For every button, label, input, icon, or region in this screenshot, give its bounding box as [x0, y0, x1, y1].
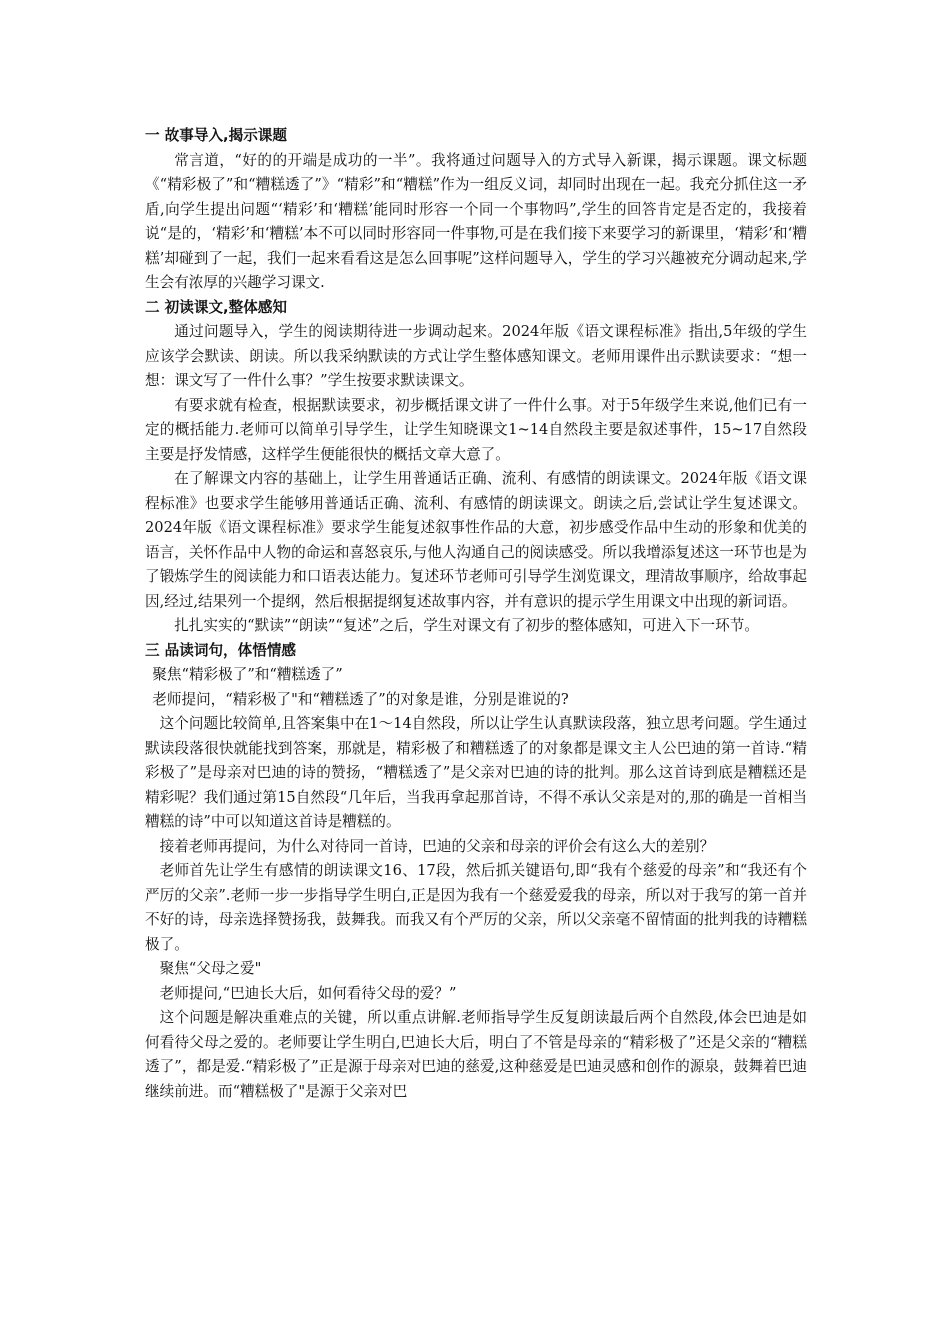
- paragraph: 通过问题导入，学生的阅读期待进一步调动起来。2024年版《语文课程标准》指出,5年级的学生应该学会默读、朗读。所以我采纳默读的方式让学生整体感知课文。老师用课件出示默读要求：“想一想：课文写了一件什么事？”学生按要求默读课文。: [145, 323, 807, 389]
- paragraph: 有要求就有检查，根据默读要求，初步概括课文讲了一件什么事。对于5年级学生来说,他们已有一定的概括能力.老师可以简单引导学生，让学生知晓课文1~14自然段主要是叙述事件，15~17自然段主要是抒发情感，这样学生便能很快的概括文章大意了。: [145, 396, 807, 463]
- document-page: [145, 124, 807, 1104]
- section-heading-2: 二 初读课文,整体感知: [145, 298, 287, 316]
- question-line: 老师提问,“巴迪长大后，如何看待父母的爱？”: [159, 984, 457, 1002]
- section-heading-1: 一 故事导入,揭示课题: [145, 127, 287, 144]
- paragraph: 这个问题比较简单,且答案集中在1～14自然段，所以让学生认真默读段落，独立思考问题。学生通过默读段落很快就能找到答案，那就是，精彩极了和糟糕透了的对象都是课文主人公巴迪的第一首诗.“精彩极了”是母亲对巴迪的诗的赞扬，“糟糕透了”是父亲对巴迪的诗的批判。那么这首诗到底是糟糕还是精彩呢？我们通过第15自然段“几年后，当我再拿起那首诗，不得不承认父亲是对的,那的确是一首相当糟糕的诗”中可以知道这首诗是糟糕的。: [145, 715, 807, 830]
- paragraph: 老师首先让学生有感情的朗读课文16、17段，然后抓关键语句,即“我有个慈爱的母亲”和“我还有个严厉的父亲”.老师一步一步指导学生明白,正是因为我有一个慈爱爱我的母亲，所以对于我写的第一首并不好的诗，母亲选择赞扬我，鼓舞我。而我又有个严厉的父亲，所以父亲毫不留情面的批判我的诗糟糕极了。: [145, 862, 807, 953]
- paragraph: 接着老师再提问，为什么对待同一首诗，巴迪的父亲和母亲的评价会有这么大的差别？: [159, 837, 715, 855]
- paragraph: 这个问题是解决重难点的关键，所以重点讲解.老师指导学生反复朗读最后两个自然段,体会巴迪是如何看待父母之爱的。老师要让学生明白,巴迪长大后，明白了不管是母亲的“精彩极了”还是父亲的“糟糕透了”，都是爱.“精彩极了”正是源于母亲对巴迪的慈爱,这种慈爱是巴迪灵感和创作的源泉，鼓舞着巴迪继续前进。而“糟糕极了"是源于父亲对巴: [145, 1009, 807, 1100]
- focus-line: 聚焦“父母之爱": [159, 960, 262, 977]
- paragraph: 扎扎实实的“默读”“朗读”“复述”之后，学生对课文有了初步的整体感知，可进入下一环节。: [174, 617, 759, 634]
- paragraph: 常言道，“好的的开端是成功的一半”。我将通过问题导入的方式导入新课，揭示课题。课文标题《“精彩极了”和“糟糕透了”》“精彩”和“糟糕”作为一组反义词，却同时出现在一起。我充分抓住这一矛盾,向学生提出问题“‘精彩’和‘糟糕’能同时形容一个同一个事物吗”,学生的回答肯定是否定的，我接着说“是的，‘精彩’和‘糟糕’本不可以同时形容同一件事物,可是在我们接下来要学习的新课里，‘精彩’和‘糟糕’却碰到了一起，我们一起来看看这是怎么回事呢”这样问题导入，学生的学习兴趣被充分调动起来,学生会有浓厚的兴趣学习课文.: [145, 151, 807, 291]
- section-heading-3: 三 品读词句，体悟情感: [145, 641, 297, 659]
- question-line: 老师提问，“精彩极了"和“糟糕透了”的对象是谁，分别是谁说的?: [152, 690, 569, 708]
- focus-line: 聚焦“精彩极了”和“糟糕透了”: [152, 666, 343, 683]
- paragraph: 在了解课文内容的基础上，让学生用普通话正确、流利、有感情的朗读课文。2024年版《语文课程标准》也要求学生能够用普通话正确、流利、有感情的朗读课文。朗读之后,尝试让学生复述课文。2024年版《语文课程标准》要求学生能复述叙事性作品的大意，初步感受作品中生动的形象和优美的语言，关怀作品中人物的命运和喜怒哀乐,与他人沟通自己的阅读感受。所以我增添复述这一环节也是为了锻炼学生的阅读能力和口语表达能力。复述环节老师可引导学生浏览课文，理清故事顺序，给故事起因,经过,结果列一个提纲，然后根据提纲复述故事内容，并有意识的提示学生用课文中出现的新词语。: [145, 470, 807, 610]
